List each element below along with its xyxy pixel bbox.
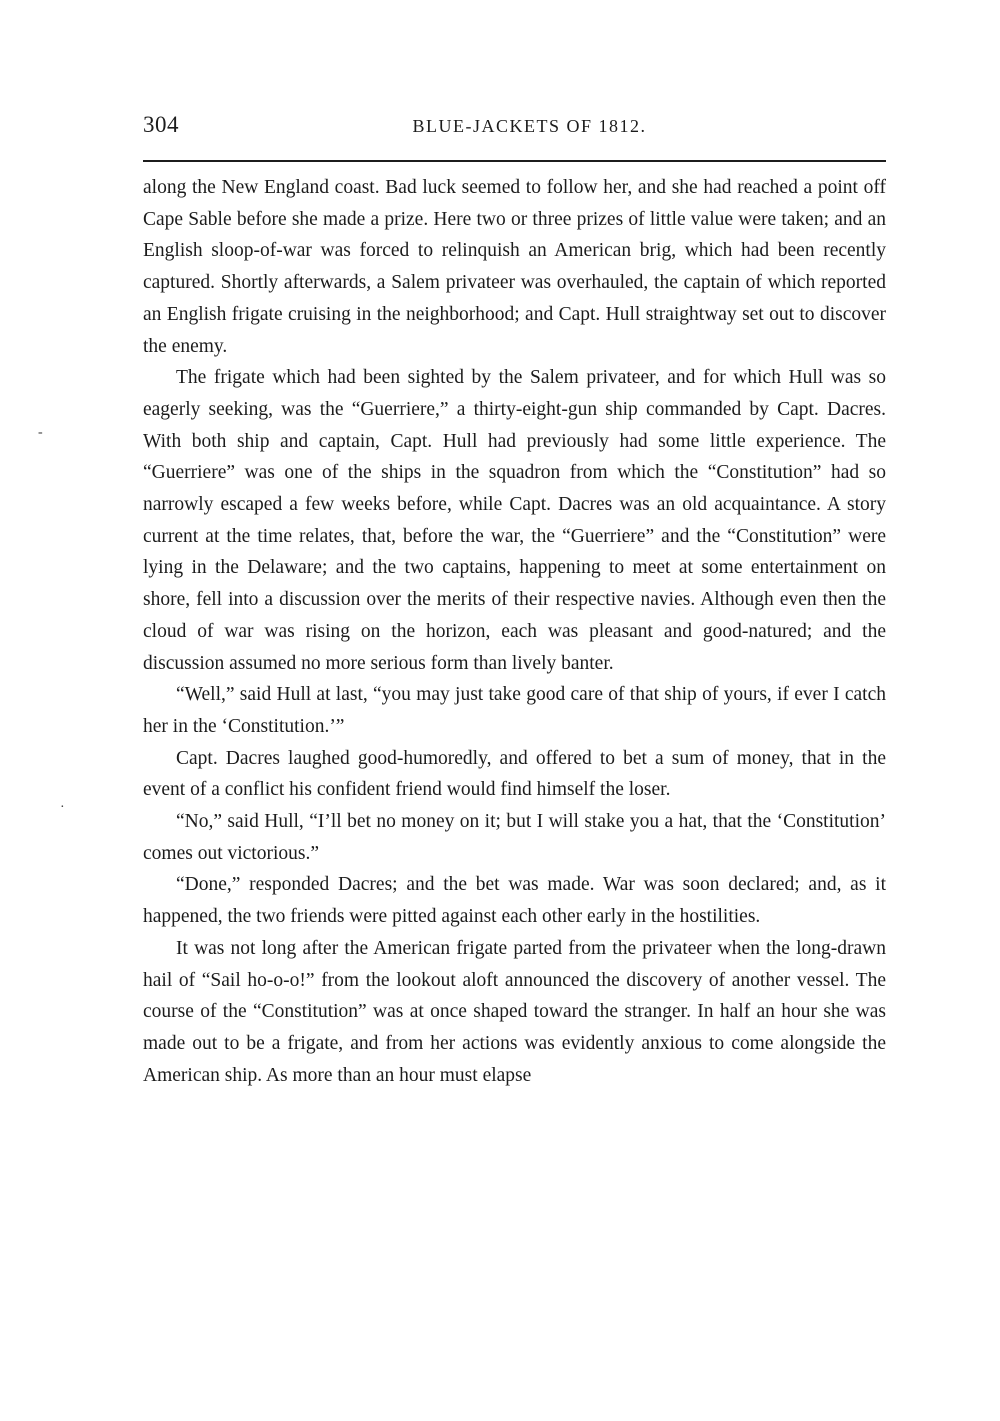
paragraph: Capt. Dacres laughed good-humoredly, and offered to bet a sum of money, that in the event of a conflict his confident friend would find himself the loser.: [143, 747, 886, 801]
margin-mark: -: [38, 425, 43, 440]
header-rule: [143, 160, 886, 162]
paragraph: “Well,” said Hull at last, “you may just take good care of that ship of yours, if ever I catch her in the ‘Constitution.’”: [143, 684, 886, 737]
margin-mark: ·: [60, 800, 65, 815]
paragraph: It was not long after the American frigate parted from the privateer when the long-drawn hail of “Sail ho-o-o!” from the lookout aloft announced the discovery of another vessel. The course of the “Constitution” was at once shaped toward the stranger. In half an hour she was made out to be a frigate, and from her actions was evidently anxious to come alongside the American ship. As more than an hour must elapse: [143, 937, 886, 1086]
paragraph: The frigate which had been sighted by the Salem privateer, and for which Hull was so eagerly seeking, was the “Guerriere,” a thirty-eight-gun ship commanded by Capt. Dacres. With both ship and captain, Capt. Hull had previously had some little experience. The “Guerriere” was one of the ships in the squadron from which the “Constitution” had so narrowly escaped a few weeks before, while Capt. Dacres was an old acquaintance. A story current at the time relates, that, before the war, the “Guerriere” and the “Constitution” were lying in the Delaware; and the two captains, happening to meet at some entertainment on shore, fell into a discussion over the merits of their respective navies. Although even then the cloud of war was rising on the horizon, each was pleasant and good-natured; and the discussion assumed no more serious form than lively banter.: [143, 367, 886, 674]
page-header: [143, 108, 886, 144]
paragraph: along the New England coast. Bad luck seemed to follow her, and she had reached a point off Cape Sable before she made a prize. Here two or three prizes of little value were taken; and an English sloop-of-war was forced to relinquish an American brig, which had been recently captured. Shortly afterwards, a Salem privateer was overhauled, the captain of which reported an English frigate cruising in the neighborhood; and Capt. Hull straightway set out to discover the enemy.: [143, 177, 886, 357]
running-title: BLUE-JACKETS OF 1812.: [412, 116, 647, 136]
body-text: [143, 172, 886, 1091]
paragraph: “No,” said Hull, “I’ll bet no money on it; but I will stake you a hat, that the ‘Constitution’ comes out victorious.”: [143, 811, 886, 864]
page-number: 304: [143, 112, 179, 137]
paragraph: “Done,” responded Dacres; and the bet was made. War was soon declared; and, as it happened, the two friends were pitted against each other early in the hostilities.: [143, 874, 886, 928]
